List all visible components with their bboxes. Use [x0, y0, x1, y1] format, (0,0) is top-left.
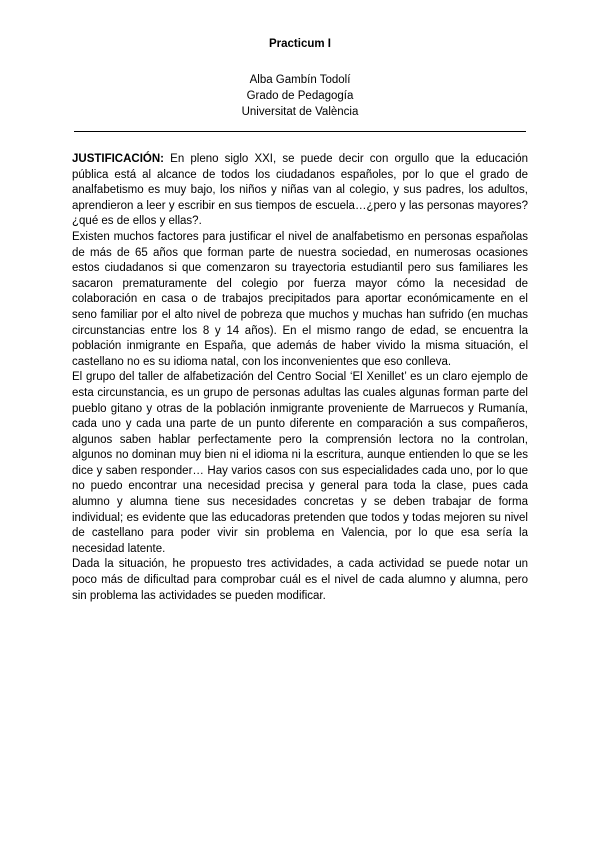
university-name: Universitat de València: [241, 106, 359, 118]
justification-section: [72, 152, 528, 604]
paragraph-3: El grupo del taller de alfabetización del Centro Social ‘El Xenillet’ es un claro ejemplo de esta circunstancia, es un grupo de personas adultas las cuales algunas forman parte del pueblo gitano y otras de la población inmigrante proveniente de Marruecos y Rumanía, cada uno y cada una parte de un punto diferente en comparación a sus compañeros, algunos saben hablar perfectamente pero la comprensión lectora no la controlan, algunos no dominan muy bien ni el idioma ni la escritura, aunque entienden lo que se les dice y saben responder… Hay varios casos con sus especialidades cada uno, por lo que no puedo encontrar una necesidad precisa y general para toda la clase, pues cada alumno y alumna tiene sus necesidades concretas y se deben trabajar de forma individual; es evidente que las educadoras pretenden que todos y todas mejoren su nivel de castellano para poder vivir sin problema en Valencia, por lo que esa sería la necesidad latente.: [72, 371, 528, 555]
paragraph-4: Dada la situación, he propuesto tres actividades, a cada actividad se puede notar un poco más de dificultad para comprobar cuál es el nivel de cada alumno y alumna, pero sin problema las actividades se pueden modificar.: [72, 558, 528, 602]
degree-name: Grado de Pedagogía: [246, 90, 354, 102]
author-block: [72, 72, 528, 120]
header-divider: [74, 131, 526, 132]
paragraph-2: Existen muchos factores para justificar el nivel de analfabetismo en personas españolas de más de 65 años que forman parte de nuestra sociedad, en numerosas ocasiones estos ciudadanos si que comenzaron su trayectoria estudiantil pero sus familiares les sacaron prematuramente del colegio por fuerza mayor cómo la necesidad de colaboración en casa o de trabajos precipitados para aportar económicamente en el seno familiar por el alto nivel de pobreza que muchos y muchas han sufrido (en muchas circunstancias entre los 8 y 14 años). En el mismo rango de edad, se encuentra la población inmigrante en España, que además de haber vivido la misma situación, el castellano no es su idioma natal, con los inconvenientes que eso conlleva.: [72, 230, 528, 368]
paragraph-1: [72, 152, 528, 230]
paragraph-1-text: En pleno siglo XXI, se puede decir con orgullo que la educación pública está al alcance de todos los ciudadanos españoles, por lo que el grado de analfabetismo es muy bajo, los niños y niñas van al colegio, y sus padres, los adultos, aprendieron a leer y escribir en sus tiempos de escuela…¿pero y las personas mayores?¿qué es de ellos y ellas?.: [72, 153, 528, 228]
author-name: Alba Gambín Todolí: [249, 74, 351, 86]
justification-heading: JUSTIFICACIÓN:: [72, 153, 164, 165]
document-title: Practicum I: [269, 38, 331, 50]
